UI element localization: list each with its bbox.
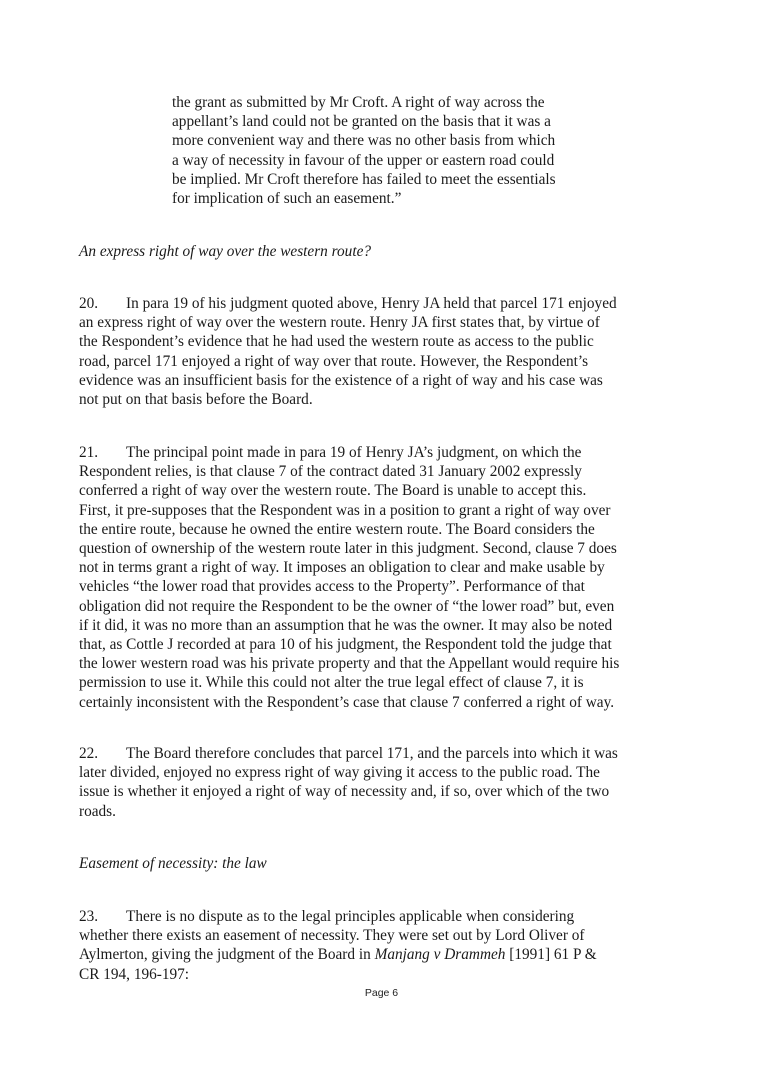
quote-line: the grant as submitted by Mr Croft. A right of way across the	[172, 94, 545, 111]
quote-line: a way of necessity in favour of the upper or eastern road could	[172, 151, 555, 169]
quote-line: more convenient way and there was no other basis from which	[172, 132, 556, 150]
paragraph-line: the entire route, because he owned the entire western route. The Board considers the	[79, 520, 595, 538]
paragraph-number: 21.	[79, 444, 99, 461]
paragraph-line	[79, 945, 679, 964]
text-run: [1991] 61 P &	[505, 946, 597, 964]
paragraph-line: that, as Cottle J recorded at para 10 of his judgment, the Respondent told the judge that	[79, 636, 612, 654]
paragraph-line: an express right of way over the western route. Henry JA first states that, by virtue of	[79, 314, 600, 332]
quote-line: for implication of such an easement.”	[172, 190, 402, 208]
paragraph-line: not put on that basis before the Board.	[79, 391, 313, 409]
paragraph-line: later divided, enjoyed no express right of way giving it access to the public road. The	[79, 764, 600, 782]
paragraph-line: not in terms grant a right of way. It imposes an obligation to clear and make usable by	[79, 559, 605, 577]
paragraph-line: The principal point made in para 19 of Henry JA’s judgment, on which the	[126, 444, 582, 461]
section-heading-easement-law: Easement of necessity: the law	[79, 855, 267, 872]
paragraph-line: evidence was an insufficient basis for the existence of a right of way and his case was	[79, 371, 603, 389]
paragraph-line: road, parcel 171 enjoyed a right of way over that route. However, the Respondent’s	[79, 352, 589, 370]
paragraph-line: CR 194, 196-197:	[79, 965, 190, 983]
paragraph-line: roads.	[79, 802, 116, 820]
block-quote	[172, 93, 612, 208]
paragraph-line: Respondent relies, is that clause 7 of the contract dated 31 January 2002 expressly	[79, 463, 582, 481]
paragraph-line: In para 19 of his judgment quoted above, Henry JA held that parcel 171 enjoyed	[126, 295, 617, 312]
paragraph-22	[79, 744, 679, 821]
case-name: Manjang v Drammeh	[374, 946, 506, 964]
paragraph-number: 23.	[79, 908, 99, 925]
paragraph-line: conferred a right of way over the western route. The Board is unable to accept this.	[79, 482, 587, 500]
paragraph-line: the lower western road was his private property and that the Appellant would require his	[79, 655, 620, 673]
paragraph-line: the Respondent’s evidence that he had used the western route as access to the public	[79, 333, 594, 351]
paragraph-line: vehicles “the lower road that provides access to the Property”. Performance of that	[79, 578, 585, 596]
paragraph-line: The Board therefore concludes that parcel 171, and the parcels into which it was	[126, 745, 618, 762]
paragraph-line: certainly inconsistent with the Respondent’s case that clause 7 conferred a right of way.	[79, 693, 615, 711]
page-number: Page 6	[364, 987, 399, 999]
paragraph-line: There is no dispute as to the legal principles applicable when considering	[126, 908, 575, 925]
paragraph-line: whether there exists an easement of necessity. They were set out by Lord Oliver of	[79, 927, 585, 945]
paragraph-line: obligation did not require the Respondent to be the owner of “the lower road” but, even	[79, 597, 615, 615]
paragraph-number: 20.	[79, 295, 99, 312]
paragraph-23	[79, 907, 679, 984]
paragraph-21	[79, 443, 679, 712]
paragraph-line: permission to use it. While this could not alter the true legal effect of clause 7, it is	[79, 674, 584, 692]
paragraph-line: First, it pre-supposes that the Respondent was in a position to grant a right of way over	[79, 501, 611, 519]
paragraph-line: question of ownership of the western route later in this judgment. Second, clause 7 does	[79, 540, 617, 558]
section-heading-express-right: An express right of way over the western route?	[79, 243, 372, 260]
quote-line: appellant’s land could not be granted on the basis that it was a	[172, 113, 551, 131]
quote-line: be implied. Mr Croft therefore has failed to meet the essentials	[172, 170, 556, 188]
paragraph-number: 22.	[79, 745, 99, 762]
paragraph-line: issue is whether it enjoyed a right of way of necessity and, if so, over which of the two	[79, 783, 610, 801]
paragraph-line: if it did, it was no more than an assumption that he was the owner. It may also be noted	[79, 616, 613, 634]
text-run: Aylmerton, giving the judgment of the Board in	[79, 946, 375, 964]
paragraph-20	[79, 294, 679, 409]
